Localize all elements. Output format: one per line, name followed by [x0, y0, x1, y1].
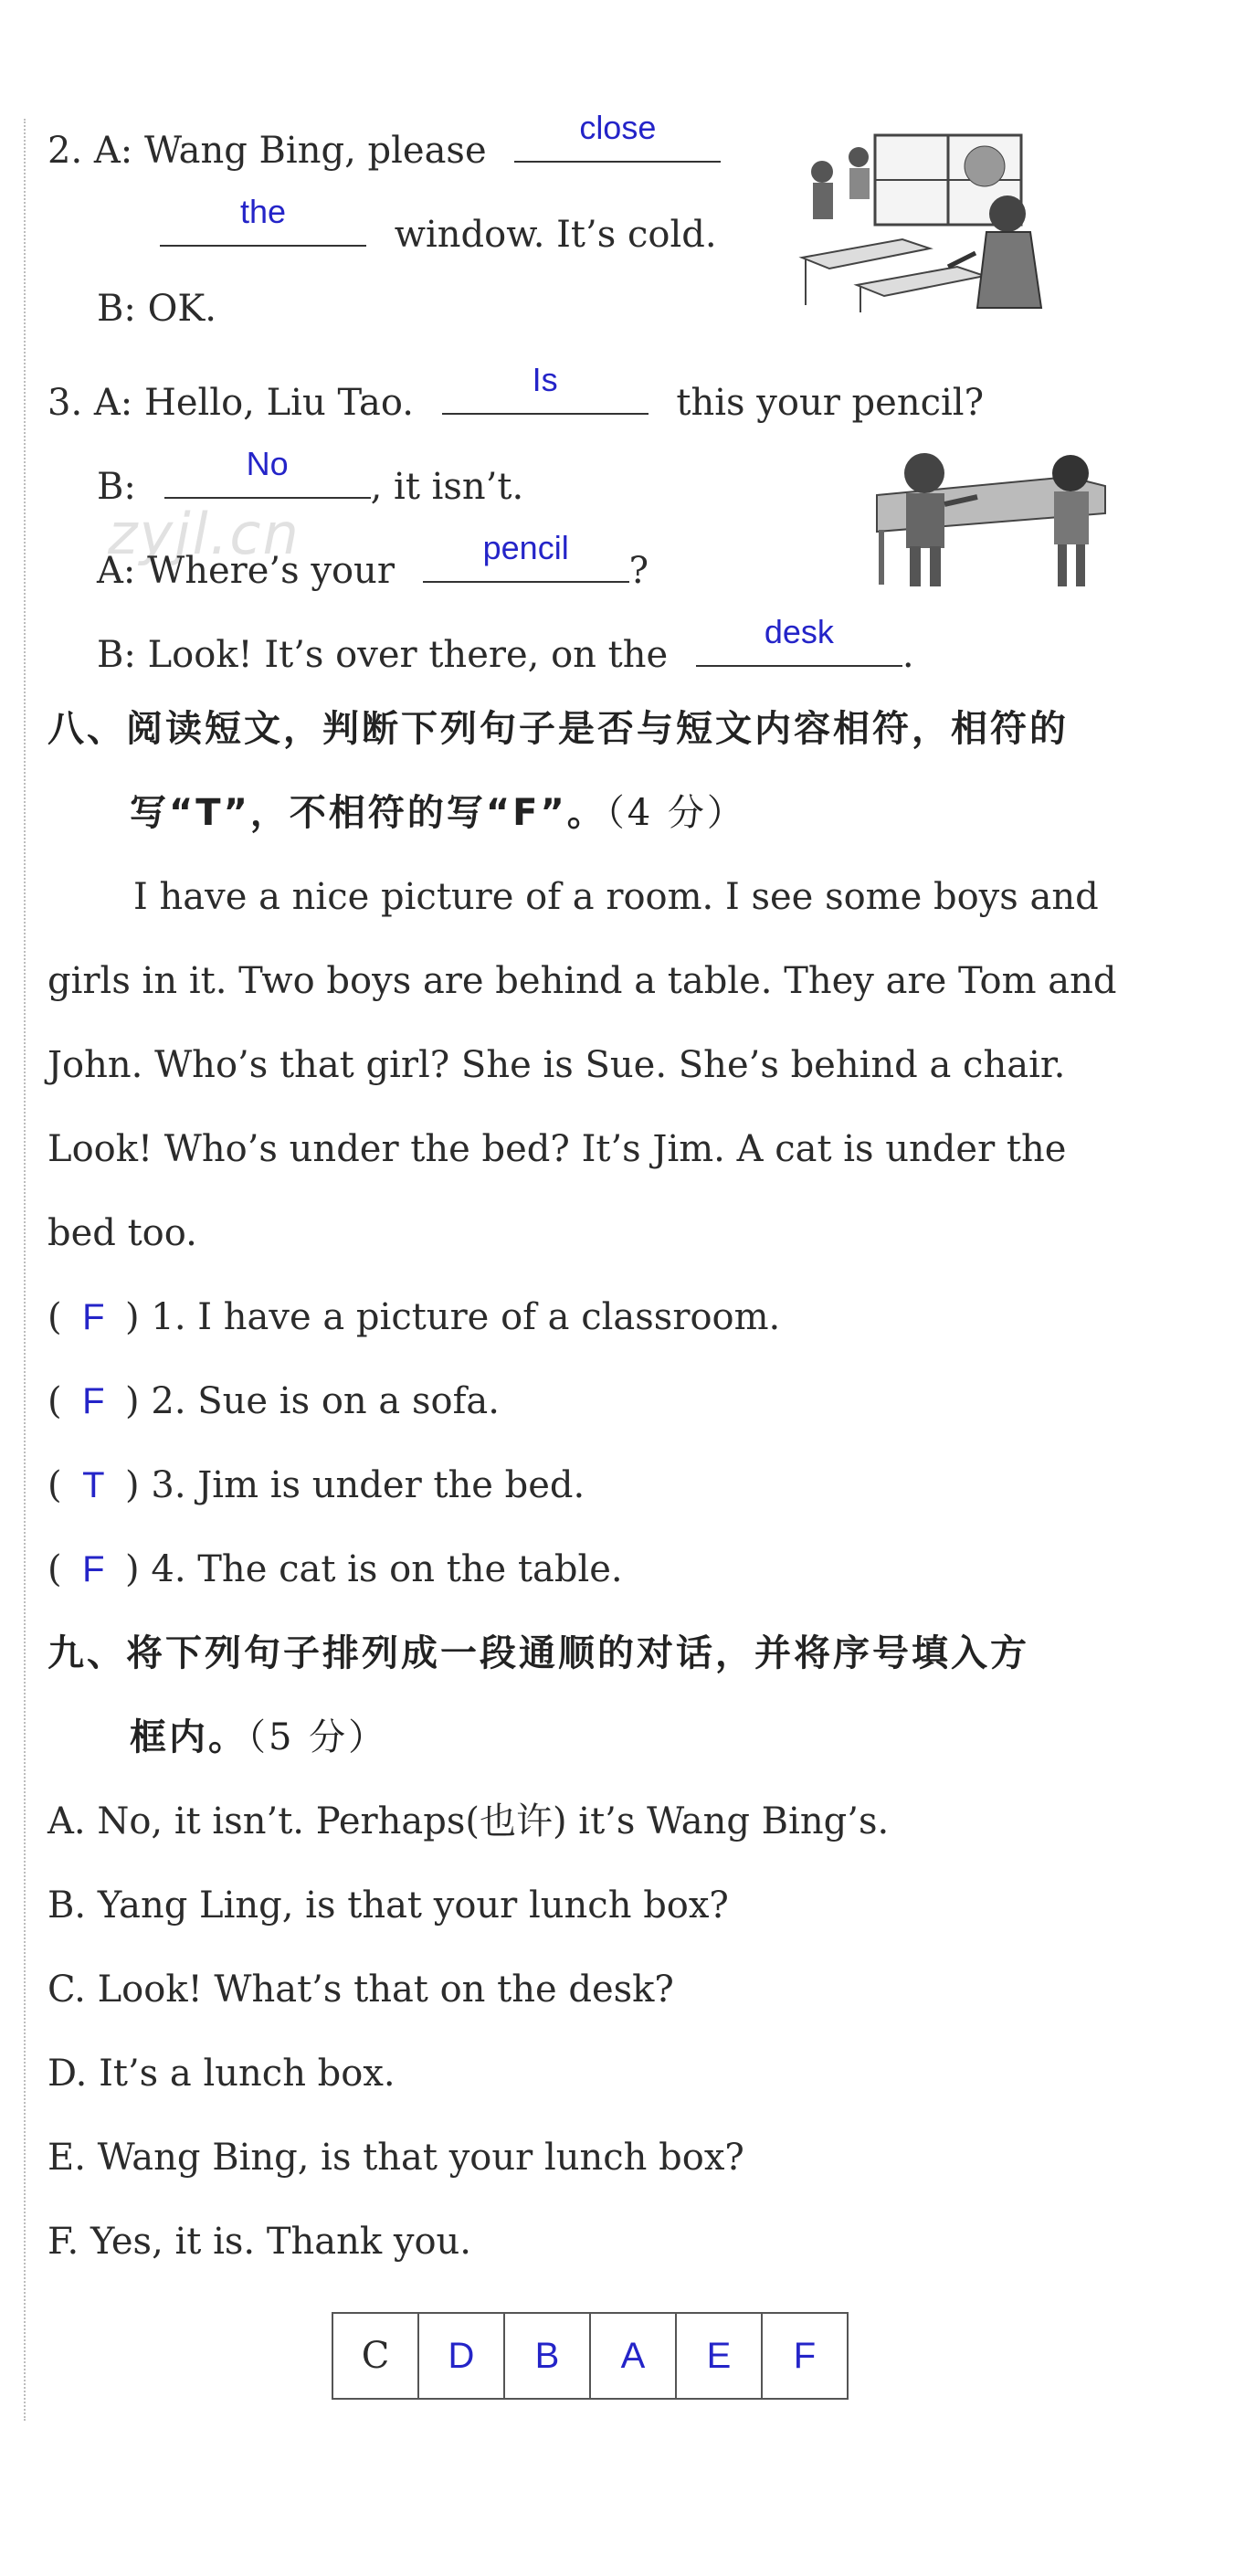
- tf-answer-4[interactable]: F: [82, 1549, 105, 1589]
- q2-a1-prefix: 2. A: Wang Bing, please: [47, 130, 487, 172]
- tf-text-4: 4. The cat is on the table.: [151, 1548, 623, 1590]
- order-box-6[interactable]: F: [762, 2313, 848, 2399]
- q3-a1-suffix: this your pencil?: [676, 382, 985, 424]
- passage-line-3: John. Who’s that girl? She is Sue. She’s behind a chair.: [47, 1044, 1066, 1086]
- q3-blank-3[interactable]: [423, 529, 629, 583]
- section9-title-line2: [130, 1712, 387, 1763]
- passage-line-1: I have a nice picture of a room. I see some boys and: [133, 876, 1099, 918]
- sentence-d: D. It’s a lunch box.: [47, 2053, 395, 2095]
- passage-line-4: Look! Who’s under the bed? It’s Jim. A cat is under the: [47, 1128, 1067, 1170]
- tf-answer-3[interactable]: T: [82, 1465, 105, 1505]
- q3-blank-4[interactable]: [696, 613, 902, 667]
- q2-answer-2: the: [239, 193, 287, 230]
- passage-line-2: girls in it. Two boys are behind a table. They are Tom and: [47, 960, 1117, 1002]
- q3-a2-suffix: ?: [628, 550, 649, 592]
- q3-a1-prefix: 3. A: Hello, Liu Tao.: [47, 382, 414, 424]
- tf-item-3: ( T ) 3. Jim is under the bed.: [47, 1460, 585, 1511]
- q3-answer-2: No: [246, 445, 289, 482]
- classroom-illustration: [784, 130, 1058, 312]
- sentence-f: F. Yes, it is. Thank you.: [47, 2221, 472, 2263]
- order-box-4[interactable]: A: [590, 2313, 676, 2399]
- tf-item-1: ( F ) 1. I have a picture of a classroom.: [47, 1292, 780, 1343]
- q3-b2-suffix: .: [902, 634, 914, 676]
- section9-title-line1: 九、将下列句子排列成一段通顺的对话，并将序号填入方: [47, 1632, 1029, 1674]
- tf-item-2: ( F ) 2. Sue is on a sofa.: [47, 1376, 500, 1427]
- tf-answer-2[interactable]: F: [82, 1381, 105, 1421]
- tf-text-2: 2. Sue is on a sofa.: [151, 1380, 500, 1422]
- order-box-5[interactable]: E: [676, 2313, 762, 2399]
- q3-blank-1[interactable]: [442, 361, 649, 415]
- tf-text-3: 3. Jim is under the bed.: [151, 1464, 585, 1506]
- q3-blank-2[interactable]: [164, 445, 371, 499]
- q3-answer-3: pencil: [482, 529, 569, 566]
- q2-line-a1: [47, 109, 721, 176]
- watermark: zyjl.cn: [108, 501, 301, 567]
- section9-title-text: 框内。: [130, 1716, 248, 1758]
- order-answer-boxes: [332, 2312, 849, 2400]
- kids-table-illustration: [868, 449, 1114, 596]
- order-box-2[interactable]: D: [418, 2313, 504, 2399]
- sentence-a: A. No, it isn’t. Perhaps(也许) it’s Wang Bing’s.: [47, 1800, 890, 1842]
- q3-line-b2: [97, 613, 914, 681]
- section9-points: （5 分）: [248, 1716, 388, 1758]
- q3-b1-suffix: , it isn’t.: [370, 466, 524, 508]
- q2-a1-suffix: window. It’s cold.: [394, 214, 717, 256]
- tf-item-4: ( F ) 4. The cat is on the table.: [47, 1544, 623, 1595]
- section8-title-line1: 八、阅读短文，判断下列句子是否与短文内容相符，相符的: [47, 708, 1069, 750]
- q2-blank-1[interactable]: [514, 109, 721, 163]
- sentence-c: C. Look! What’s that on the desk?: [47, 1969, 674, 2011]
- q2-line-b: B: OK.: [97, 288, 216, 330]
- q3-a2-prefix: A: Where’s your: [97, 550, 395, 592]
- section8-title-line2: [130, 787, 746, 839]
- order-box-3[interactable]: B: [504, 2313, 590, 2399]
- q3-b1-prefix: B:: [97, 466, 136, 508]
- order-box-1[interactable]: C: [332, 2313, 418, 2399]
- left-margin-rule: [24, 119, 26, 2421]
- q2-blank-2[interactable]: [160, 193, 366, 247]
- sentence-e: E. Wang Bing, is that your lunch box?: [47, 2137, 744, 2179]
- q2-answer-1: close: [579, 109, 657, 146]
- q3-answer-4: desk: [764, 613, 834, 650]
- q3-line-a1: [47, 361, 985, 428]
- tf-text-1: 1. I have a picture of a classroom.: [151, 1296, 781, 1338]
- q2-line-a1-cont: [160, 193, 717, 260]
- tf-answer-1[interactable]: F: [82, 1297, 105, 1337]
- q3-answer-1: Is: [532, 361, 558, 398]
- q3-b2-prefix: B: Look! It’s over there, on the: [97, 634, 669, 676]
- section8-title-text: 写“T”，不相符的写“F”。: [130, 792, 606, 834]
- sentence-b: B. Yang Ling, is that your lunch box?: [47, 1884, 729, 1927]
- passage-line-5: bed too.: [47, 1212, 197, 1254]
- section8-points: （4 分）: [606, 792, 746, 834]
